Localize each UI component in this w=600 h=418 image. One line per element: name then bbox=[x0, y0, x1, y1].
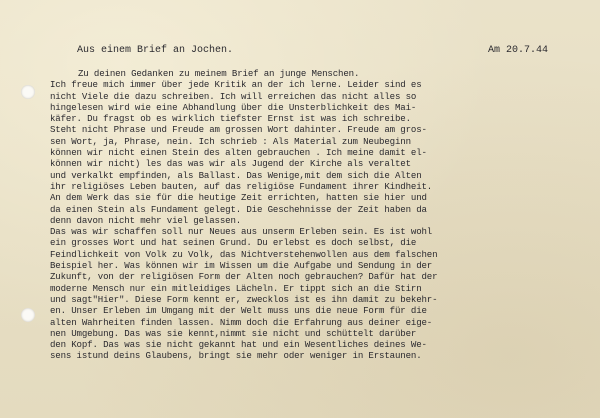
text-line: können wir nicht einen Stein des alten gebrauchen . Ich meine damit el- bbox=[50, 147, 427, 159]
letter-header bbox=[77, 44, 548, 58]
text-line: Feindlichkeit von Volk zu Volk, das Nichtverstehenwollen aus dem falschen bbox=[50, 248, 438, 260]
text-line: sen Wort, ja, Phrase, nein. Ich schrieb : Als Material zum Neubeginn bbox=[50, 135, 411, 147]
text-line: den Kopf. Das was sie nicht gekannt hat und ein Wesentliches deines We- bbox=[50, 339, 427, 351]
text-line: denn davon nicht mehr viel gelassen. bbox=[50, 214, 242, 226]
text-line: ihr religiöses Leben bauten, auf das religiöse Fundament ihrer Kindheit. bbox=[50, 180, 433, 192]
text-line: nicht Viele die dazu schreiben. Ich will erreichen das nicht alles so bbox=[50, 90, 417, 102]
text-line: Zu deinen Gedanken zu meinem Brief an junge Menschen. bbox=[78, 68, 360, 79]
text-line: Das was wir schaffen soll nur Neues aus unserm Erleben sein. Es ist wohl bbox=[50, 226, 433, 238]
letter-date: Am 20.7.44 bbox=[487, 45, 548, 56]
text-line: Beispiel her. Was können wir im Wissen um die Aufgabe und Sendung in der bbox=[50, 260, 433, 272]
text-line: und sagt"Hier". Diese Form kennt er, zwecklos ist es ihn damit zu bekehr- bbox=[50, 293, 438, 305]
text-line: käfer. Du fragst ob es wirklich tiefster Ernst ist was ich schreibe. bbox=[50, 113, 411, 125]
text-line: An dem Werk das sie für die heutige Zeit errichten, hatten sie hier und bbox=[50, 192, 427, 204]
text-line: moderne Mensch nur ein mitleidiges Lächeln. Er tippt sich an die Stirn bbox=[50, 282, 422, 294]
letter-title: Aus einem Brief an Jochen. bbox=[77, 45, 234, 56]
text-line: nen Umgebung. Das was sie kennt,nimmt sie nicht und schüttelt darüber bbox=[50, 327, 417, 339]
text-line: alten Wahrheiten finden lassen. Nimm doch die Erfahrung aus deiner eige- bbox=[50, 316, 433, 328]
text-line: Steht nicht Phrase und Freude am grossen Wort dahinter. Freude am gros- bbox=[50, 124, 427, 136]
text-line: und verkalkt empfinden, als Ballast. Das Wenige,mit dem sich die Alten bbox=[50, 169, 422, 181]
text-line: können wir nicht) les das was wir als Jugend der Kirche als veraltet bbox=[50, 158, 411, 170]
letter-body bbox=[50, 68, 590, 362]
text-line: hingelesen wird wie eine Abhandlung über die Unsterblichkeit des Mai- bbox=[50, 101, 417, 113]
punch-hole-bottom bbox=[21, 308, 35, 322]
text-line: da einen Stein als Fundament gelegt. Die Geschehnisse der Zeit haben da bbox=[50, 203, 427, 215]
text-line: sens istund deins Glaubens, bringt sie mehr oder weniger in Erstaunen. bbox=[50, 350, 422, 362]
punch-hole-top bbox=[21, 85, 35, 99]
text-line: Zukunft, von der religiösen Form der Alten noch gebrauchen? Dafür hat der bbox=[50, 271, 438, 283]
text-line: Ich freue mich immer über jede Kritik an der ich lerne. Leider sind es bbox=[50, 79, 422, 91]
text-line: ein grosses Wort und hat seinen Grund. Du erlebst es doch selbst, die bbox=[50, 237, 417, 249]
text-line: en. Unser Erleben im Umgang mit der Welt muss uns die neue Form für die bbox=[50, 305, 427, 317]
